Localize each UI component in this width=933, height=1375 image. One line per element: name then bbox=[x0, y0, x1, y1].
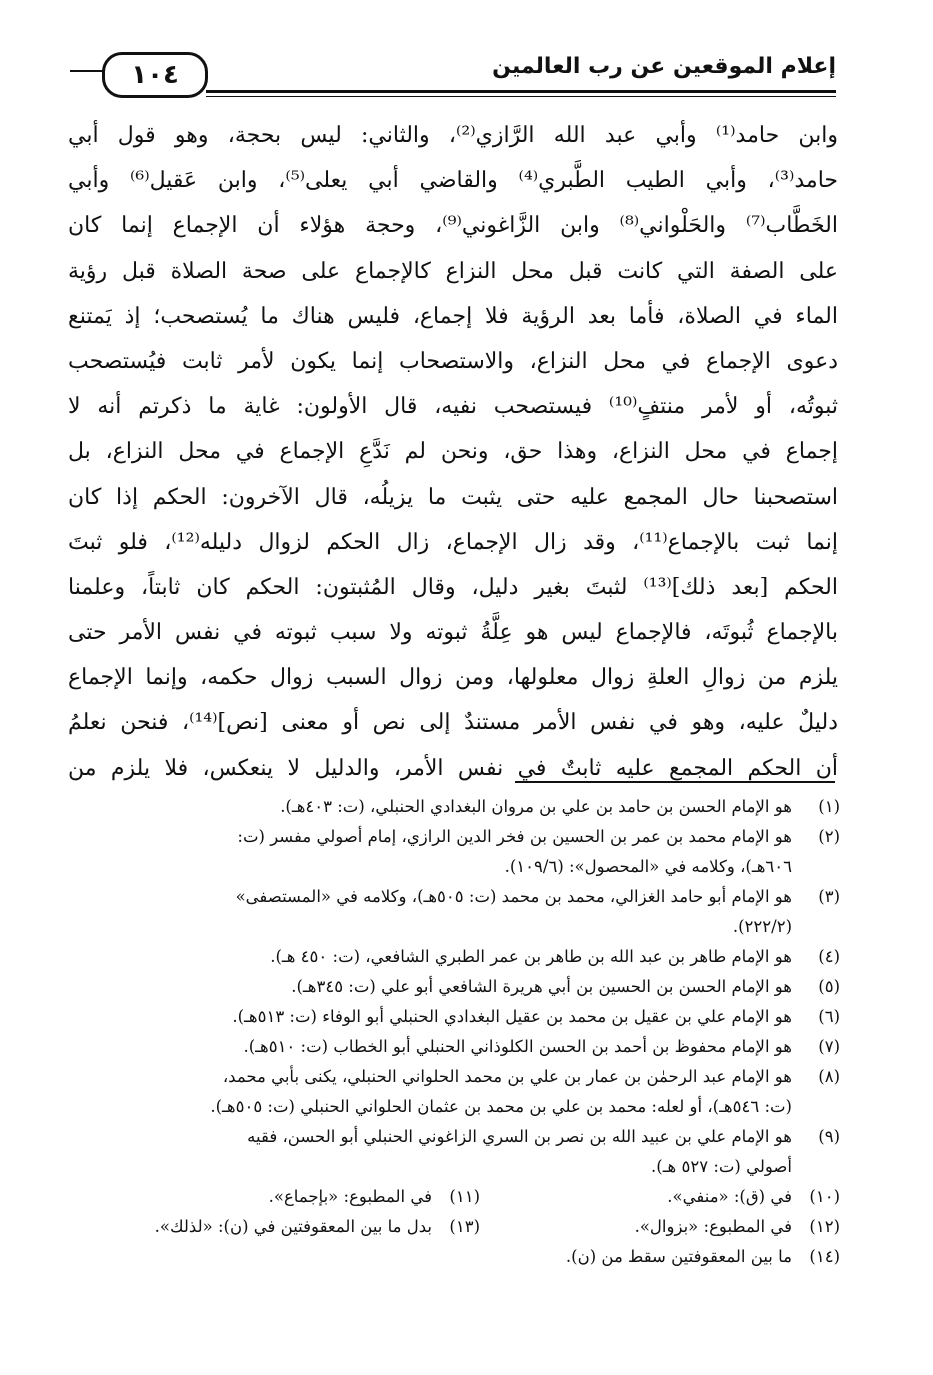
footnote bbox=[480, 1182, 840, 1212]
footnote bbox=[70, 1212, 480, 1242]
footnote-number: (٥) bbox=[818, 977, 840, 996]
footnote-text: هو الإمام محمد بن عمر بن الحسين بن فخر الدين الرازي، إمام أصولي مفسر (ت: bbox=[237, 827, 792, 846]
footnote bbox=[70, 1062, 840, 1092]
footnote bbox=[70, 1182, 480, 1212]
footnote bbox=[70, 1032, 840, 1062]
text-line: ثبوتُه، أو لأمر منتفٍ⁽¹⁰⁾ فيستصحب نفيه، قال الأولون: غاية ما ذكرتم أنه لا bbox=[68, 394, 838, 420]
footnote-separator bbox=[515, 781, 835, 783]
footnote-number: (٣) bbox=[818, 887, 840, 906]
running-header bbox=[70, 52, 836, 98]
text-line: وابن حامد⁽¹⁾ وأبي عبد الله الرَّازي⁽²⁾، والثاني: ليس بحجة، وهو قول أبي bbox=[68, 123, 838, 148]
text-line: يلزم من زوالِ العلةِ زوال معلولها، ومن زوال السبب زوال حكمه، وإنما الإجماع bbox=[68, 665, 838, 691]
text-line: حامد⁽³⁾، وأبي الطيب الطَّبري⁽⁴⁾ والقاضي أبي يعلى⁽⁵⁾، وابن عَقيل⁽⁶⁾ وأبي bbox=[68, 168, 838, 194]
footnote-number: (١٣) bbox=[449, 1217, 480, 1236]
footnote-continuation bbox=[70, 1152, 840, 1182]
footnote-text: هو الإمام طاهر بن عبد الله بن طاهر بن عمر الطبري الشافعي، (ت: ٤٥٠ هـ). bbox=[270, 947, 792, 966]
footnote-number: (١٢) bbox=[809, 1217, 840, 1236]
text-line: استصحبنا حال المجمع عليه حتى يثبت ما يزيلُه، قال الآخرون: الحكم إذا كان bbox=[68, 484, 838, 510]
text-line: إنما ثبت بالإجماع⁽¹¹⁾، وقد زال الإجماع، زال الحكم لزوال دليله⁽¹²⁾، فلو ثبتَ bbox=[68, 529, 838, 555]
footnote bbox=[70, 822, 840, 852]
footnote-text: هو الإمام علي بن عبيد الله بن نصر بن السري الزاغوني الحنبلي أبو الحسن، فقيه bbox=[247, 1127, 792, 1146]
footnote-text: هو الإمام الحسن بن حامد بن علي بن مروان البغدادي الحنبلي، (ت: ٤٠٣هـ). bbox=[280, 797, 792, 816]
footnote-text: ما بين المعقوفتين سقط من (ن). bbox=[565, 1247, 792, 1266]
footnote bbox=[70, 942, 840, 972]
footnote-number: (٤) bbox=[818, 947, 840, 966]
footnote bbox=[70, 1122, 840, 1152]
footnote-text: بدل ما بين المعقوفتين في (ن): «لذلك». bbox=[154, 1217, 432, 1236]
footnote-text: أصولي (ت: ٥٢٧ هـ). bbox=[651, 1157, 792, 1176]
footnote-text: في (ق): «منفي». bbox=[667, 1187, 792, 1206]
footnote-text: هو الإمام محفوظ بن أحمد بن الحسن الكلوذاني الحنبلي أبو الخطاب (ت: ٥١٠هـ). bbox=[243, 1037, 792, 1056]
footnote bbox=[70, 882, 840, 912]
footnote-number: (٦) bbox=[818, 1007, 840, 1026]
text-line: دليلٌ عليه، وهو في نفس الأمر مستندٌ إلى نص أو معنى [نص]⁽¹⁴⁾، فنحن نعلمُ bbox=[68, 710, 838, 736]
text-line: بالإجماع ثُبوتَه، فالإجماع ليس هو عِلَّةُ ثبوته ولا سبب ثبوته في نفس الأمر حتى bbox=[68, 620, 838, 646]
footnote-text: ٦٠٦هـ)، وكلامه في «المحصول»: (١٠٩/٦). bbox=[504, 857, 792, 876]
footnote-text: في المطبوع: «بإجماع». bbox=[268, 1187, 432, 1206]
footnote-continuation bbox=[70, 912, 840, 942]
footnote bbox=[480, 1212, 840, 1242]
footnote-number: (١) bbox=[818, 797, 840, 816]
footnote-number: (٧) bbox=[818, 1037, 840, 1056]
footnotes bbox=[70, 792, 840, 1272]
footnote-number: (٢) bbox=[818, 827, 840, 846]
footnote-continuation bbox=[70, 852, 840, 882]
footnote-number: (٩) bbox=[818, 1127, 840, 1146]
footnote-number: (١٠) bbox=[809, 1187, 840, 1206]
text-line: أن الحكم المجمع عليه ثابتٌ في نفس الأمر، والدليل لا ينعكس، فلا يلزم من bbox=[68, 755, 838, 781]
main-text bbox=[68, 113, 838, 791]
text-line: الماء في الصلاة، فأما بعد الرؤية فلا إجماع، فليس هناك ما يُستصحب؛ إذ يَمتنع bbox=[68, 303, 838, 329]
footnote bbox=[70, 972, 840, 1002]
footnote-continuation bbox=[70, 1092, 840, 1122]
header-line-left bbox=[70, 70, 104, 72]
footnote bbox=[70, 1002, 840, 1032]
footnote-text: في المطبوع: «بزوال». bbox=[634, 1217, 792, 1236]
footnote-text: هو الإمام أبو حامد الغزالي، محمد بن محمد (ت: ٥٠٥هـ)، وكلامه في «المستصفى» bbox=[235, 887, 792, 906]
footnote-pair bbox=[70, 1212, 840, 1242]
page-number: ١٠٤ bbox=[102, 52, 208, 98]
footnote-text: هو الإمام علي بن عقيل بن محمد بن عقيل البغدادي الحنبلي أبو الوفاء (ت: ٥١٣هـ). bbox=[232, 1007, 792, 1026]
footnote-pair bbox=[70, 1182, 840, 1212]
book-title: إعلام الموقعين عن رب العالمين bbox=[492, 54, 836, 79]
footnote-text: هو الإمام الحسن بن الحسين بن أبي هريرة الشافعي أبو علي (ت: ٣٤٥هـ). bbox=[291, 977, 792, 996]
footnote-text: (٢٢٢/٢). bbox=[732, 917, 792, 936]
footnote-text: هو الإمام عبد الرحمٰن بن عمار بن علي بن محمد الحلواني الحنبلي، يكنى بأبي محمد، bbox=[222, 1067, 792, 1086]
footnote-number: (١١) bbox=[449, 1187, 480, 1206]
text-line: على الصفة التي كانت قبل محل النزاع كالإجماع على صحة الصلاة قبل رؤية bbox=[68, 258, 838, 284]
text-line: الحكم [بعد ذلك]⁽¹³⁾ لثبتَ بغير دليل، وقال المُثبتون: الحكم كان ثابتاً، وعلمنا bbox=[68, 574, 838, 600]
text-line: الخَطَّاب⁽⁷⁾ والحَلْواني⁽⁸⁾ وابن الزَّاغوني⁽⁹⁾، وحجة هؤلاء أن الإجماع إنما كان bbox=[68, 213, 838, 239]
header-rule bbox=[206, 90, 836, 93]
text-line: دعوى الإجماع في محل النزاع، والاستصحاب إنما يكون لأمر ثابت فيُستصحب bbox=[68, 348, 838, 374]
footnote-number: (٨) bbox=[818, 1067, 840, 1086]
footnote-text: (ت: ٥٤٦هـ)، أو لعله: محمد بن علي بن محمد بن عثمان الحلواني الحنبلي (ت: ٥٠٥هـ). bbox=[210, 1097, 792, 1116]
footnote bbox=[70, 1242, 840, 1272]
text-line: إجماع في محل النزاع، وهذا حق، ونحن لم نَدَّعِ الإجماع في محل النزاع، بل bbox=[68, 439, 838, 465]
header-rule-thin bbox=[206, 96, 836, 97]
footnote bbox=[70, 792, 840, 822]
footnote-number: (١٤) bbox=[809, 1247, 840, 1266]
